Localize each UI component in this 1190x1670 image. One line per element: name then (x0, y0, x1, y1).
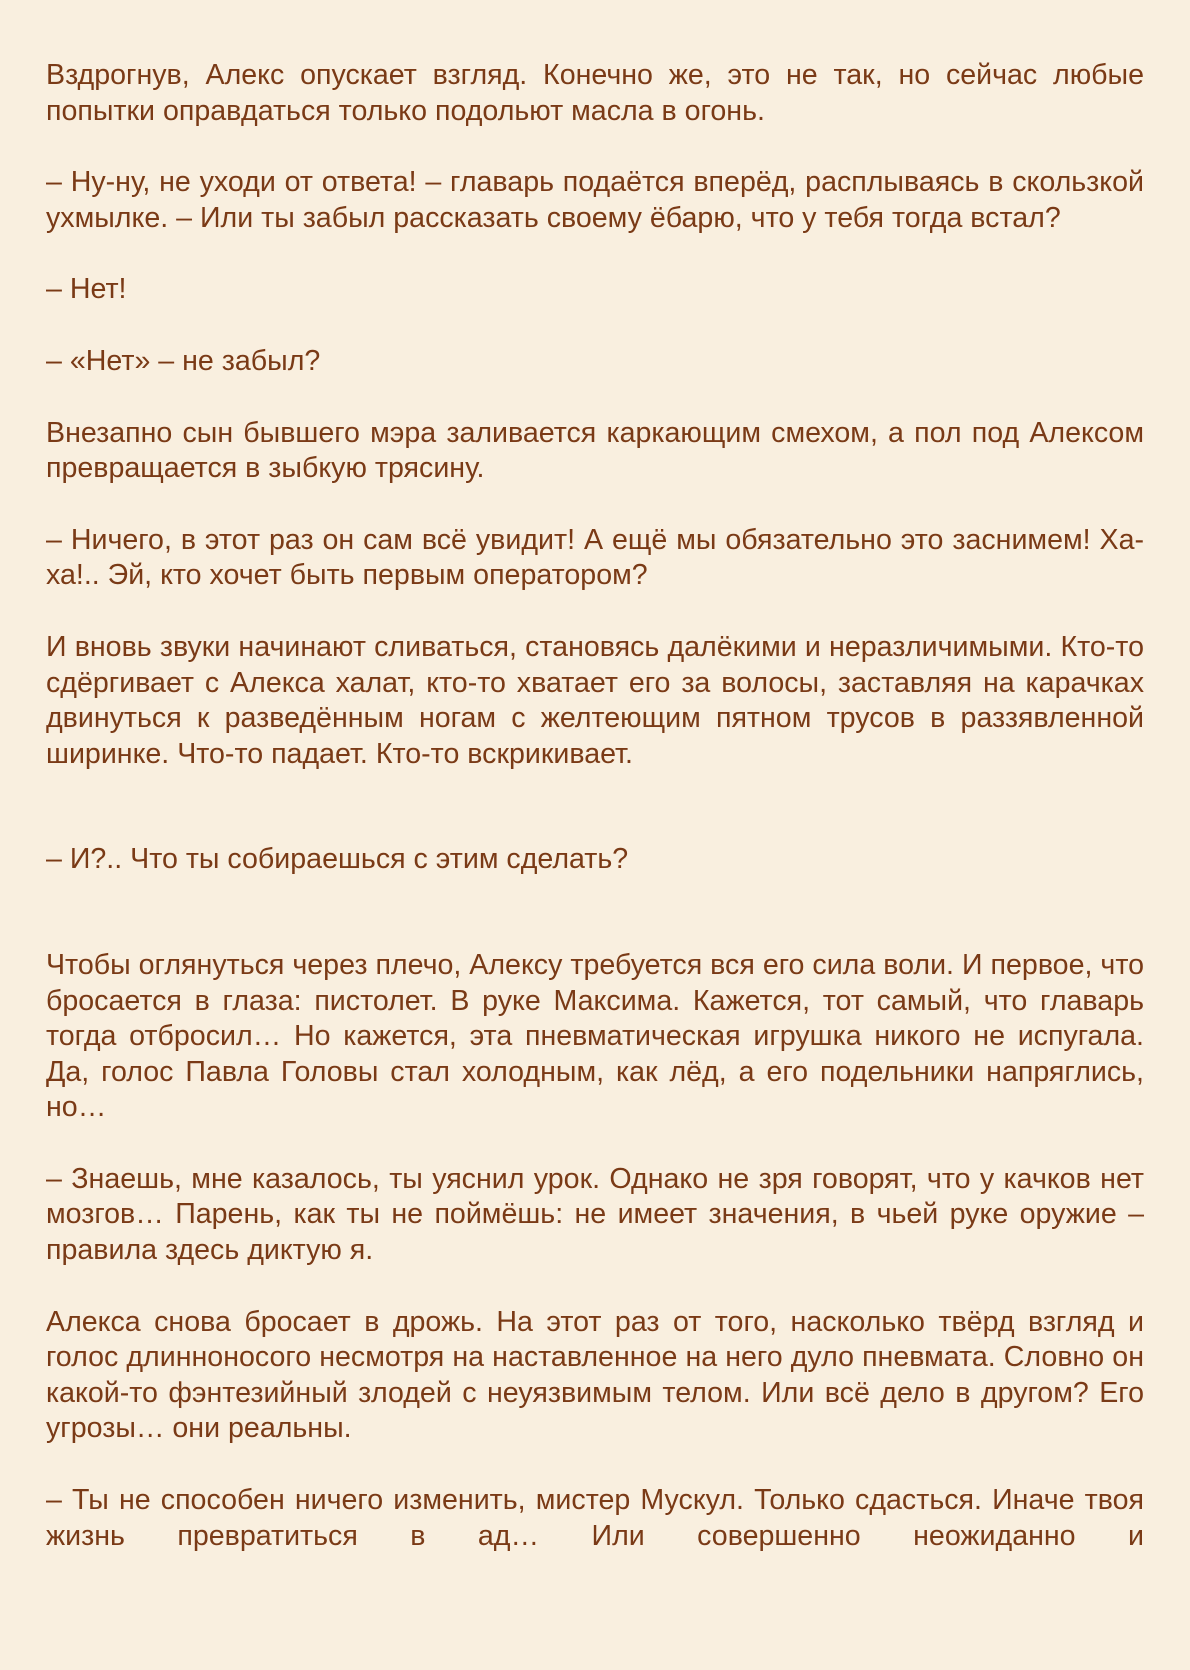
paragraph: – Нет! (46, 273, 127, 306)
paragraph: – Знаешь, мне казалось, ты уяснил урок. Однако не зря говорят, что у качков нет мозгов… Парень, как ты не поймёшь: не имеет значения, в чьей руке оружие – правила здесь диктую я. (46, 1162, 1144, 1267)
paragraph: Чтобы оглянуться через плечо, Алексу требуется вся его сила воли. И первое, что бросается в глаза: пистолет. В руке Максима. Кажется, тот самый, что главарь тогда отбросил… Но кажется, эта пневматическая игрушка никого не испугала. Да, голос Павла Головы стал холодным, как лёд, а его подельники напряглись, но… (46, 948, 1144, 1124)
paragraph: – «Нет» – не забыл? (46, 344, 321, 377)
paragraph: И вновь звуки начинают сливаться, становясь далёкими и неразличимыми. Кто-то сдёргивает с Алекса халат, кто-то хватает его за волосы, заставляя на карачках двинуться к разведённым ногам с желтеющим пятном трусов в раззявленной ширинке. Что-то падает. Кто-то вскрикивает. (46, 630, 1144, 770)
paragraph: – Ничего, в этот раз он сам всё увидит! А ещё мы обязательно это заснимем! Ха-ха!.. Эй, кто хочет быть первым оператором? (46, 523, 1144, 592)
paragraph: Внезапно сын бывшего мэра заливается каркающим смехом, а пол под Алексом превращается в зыбкую трясину. (46, 416, 1144, 485)
paragraph: – Ты не способен ничего изменить, мистер Мускул. Только сдасться. Иначе твоя жизнь превратиться в ад… Или совершенно неожиданно и (46, 1484, 1144, 1552)
paragraph: – Ну-ну, не уходи от ответа! – главарь подаётся вперёд, расплываясь в скользкой ухмылке. – Или ты забыл рассказать своему ёбарю, что у тебя тогда встал? (46, 166, 1144, 234)
paragraph: – И?.. Что ты собираешься с этим сделать? (46, 843, 629, 876)
paragraph: Алекса снова бросает в дрожь. На этот раз от того, насколько твёрд взгляд и голос длинноносого несмотря на наставленное на него дуло пневмата. Словно он какой-то фэнтезийный злодей с неуязвимым телом. Или всё дело в другом? Его угрозы… они реальны. (46, 1305, 1144, 1445)
document-page (46, 58, 1144, 1590)
paragraph: Вздрогнув, Алекс опускает взгляд. Конечно же, это не так, но сейчас любые попытки оправдаться только подольют масла в огонь. (46, 59, 1144, 127)
